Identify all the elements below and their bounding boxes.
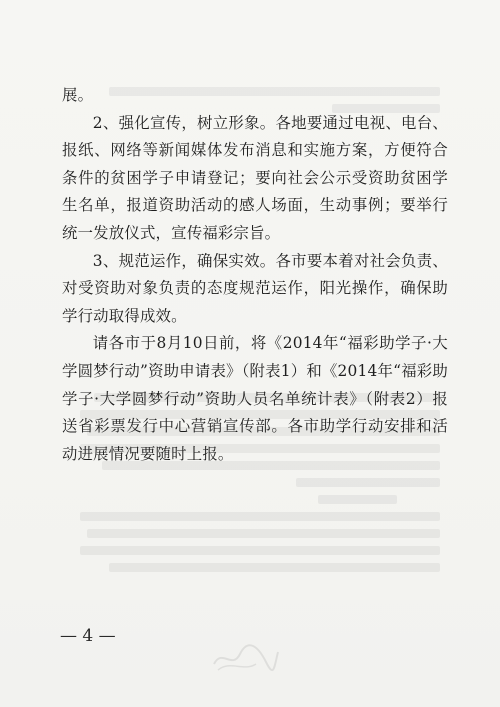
page-number: — 4 — <box>60 626 116 646</box>
paragraph-publicity: 2、强化宣传，树立形象。各地要通过电视、电台、报纸、网络等新闻媒体发布消息和实施方案，方便符合条件的贫困学子申请登记；要向社会公示受资助贫困学生名单，报道资助活动的感人场面，生动事例；要举行统一发放仪式，宣传福彩宗旨。 <box>62 113 448 242</box>
body-text <box>62 82 448 468</box>
faint-stamp-mark <box>208 640 280 674</box>
paragraph-continuation: 展。 <box>62 86 94 104</box>
paragraph-submission: 请各市于8月10日前，将《2014年“福彩助学子·大学圆梦行动”资助申请表》（附表1）和《2014年“福彩助学子·大学圆梦行动”资助人员名单统计表》（附表2）报送省彩票发行中心营销宣传部。各市助学行动安排和活动进展情况要随时上报。 <box>62 334 448 463</box>
paragraph-operation: 3、规范运作，确保实效。各市要本着对社会负责、对受资助对象负责的态度规范运作，阳光操作，确保助学行动取得成效。 <box>62 251 448 325</box>
